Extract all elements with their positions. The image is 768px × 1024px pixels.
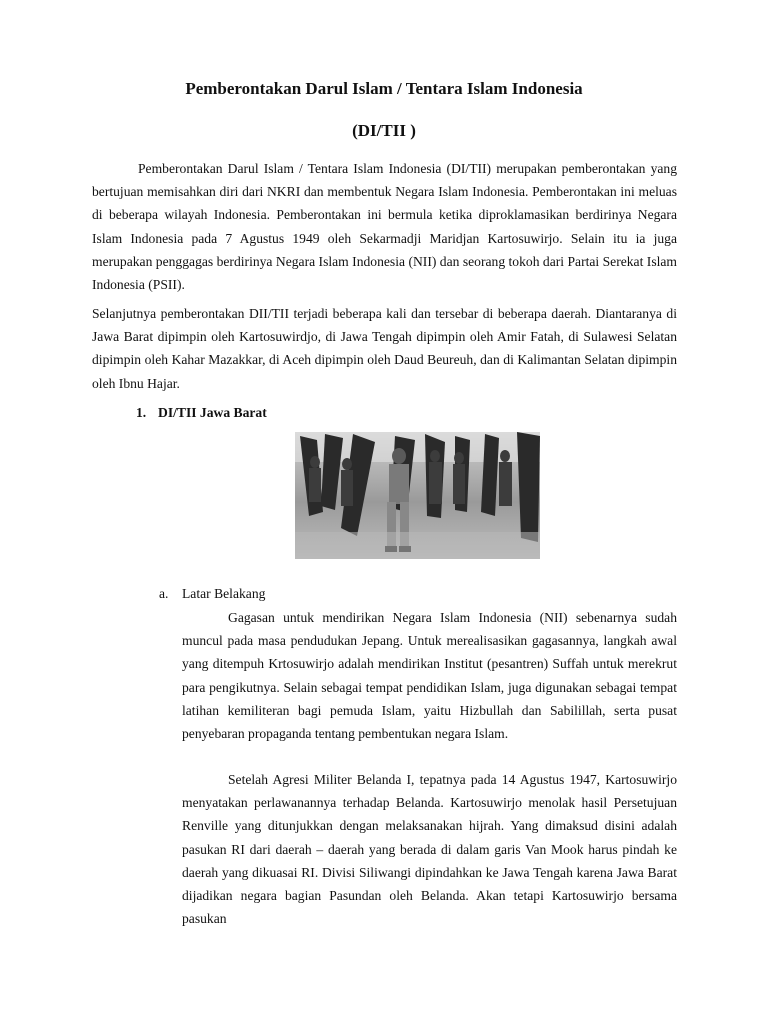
subsection-label: a. (159, 586, 169, 601)
background-paragraph-2: Setelah Agresi Militer Belanda I, tepatnya pada 14 Agustus 1947, Kartosuwirjo menyatakan perlawanannya terhadap Belanda. Kartosuwirjo menolak hasil Persetujuan Renville yang ditunjukkan dengan melaksanakan hijrah. Yang dimaksud disini adalah pasukan RI dari daerah – daerah yang berada di dalam garis Van Mook harus pindah ke daerah yang dikuasai RI. Divisi Siliwangi dipindahkan ke Jawa Tengah karena Jawa Barat dijadikan negara bagian Pasundan oleh Belanda. Akan tetapi Kartosuwirjo bersama pasukan (182, 772, 677, 927)
section-number: 1. (136, 405, 147, 420)
second-paragraph: Selanjutnya pemberontakan DII/TII terjadi beberapa kali dan tersebar di beberapa daerah. Diantaranya di Jawa Barat dipimpin oleh Kartosuwirdjo, di Jawa Tengah dipimpin oleh Amir Fatah, di Sulawesi Selatan dipimpin oleh Kahar Mazakkar, di Aceh dipimpin oleh Daud Beureuh, dan di Kalimantan Selatan dipimpin oleh Ibnu Hajar. (92, 306, 677, 391)
background-paragraph-1: Gagasan untuk mendirikan Negara Islam Indonesia (NII) sebenarnya sudah muncul pada masa pendudukan Jepang. Untuk merealisasikan gagasannya, langkah awal yang ditempuh Krtosuwirjo adalah mendirikan Institut (pesantren) Suffah untuk merekrut para pengikutnya. Selain sebagai tempat pendidikan Islam, juga digunakan sebagai tempat latihan kemiliteran bagi pemuda Islam, yaitu Hizbullah dan Sabilillah, serta pusat penyebaran propaganda tentang pembentukan negara Islam. (182, 610, 677, 742)
section-heading (136, 405, 267, 421)
subsection-heading (159, 586, 265, 602)
historical-photo (295, 432, 540, 559)
intro-paragraph: Pemberontakan Darul Islam / Tentara Islam Indonesia (DI/TII) merupakan pemberontakan yang bertujuan memisahkan diri dari NKRI dan membentuk Negara Islam Indonesia. Pemberontakan ini meluas di beberapa wilayah Indonesia. Pemberontakan ini bermula ketika diproklamasikan berdirinya Negara Islam Indonesia pada 7 Agustus 1949 oleh Sekarmadji Maridjan Kartosuwirjo. Selain itu ia juga merupakan penggagas berdirinya Negara Islam Indonesia (NII) dan seorang tokoh dari Partai Serekat Islam Indonesia (PSII). (92, 161, 677, 293)
subsection-title: Latar Belakang (182, 586, 266, 601)
document-title: Pemberontakan Darul Islam / Tentara Islam Indonesia (185, 79, 583, 98)
photo-illustration (295, 432, 540, 559)
section-title: DI/TII Jawa Barat (158, 405, 267, 420)
document-subtitle: (DI/TII ) (352, 121, 416, 140)
